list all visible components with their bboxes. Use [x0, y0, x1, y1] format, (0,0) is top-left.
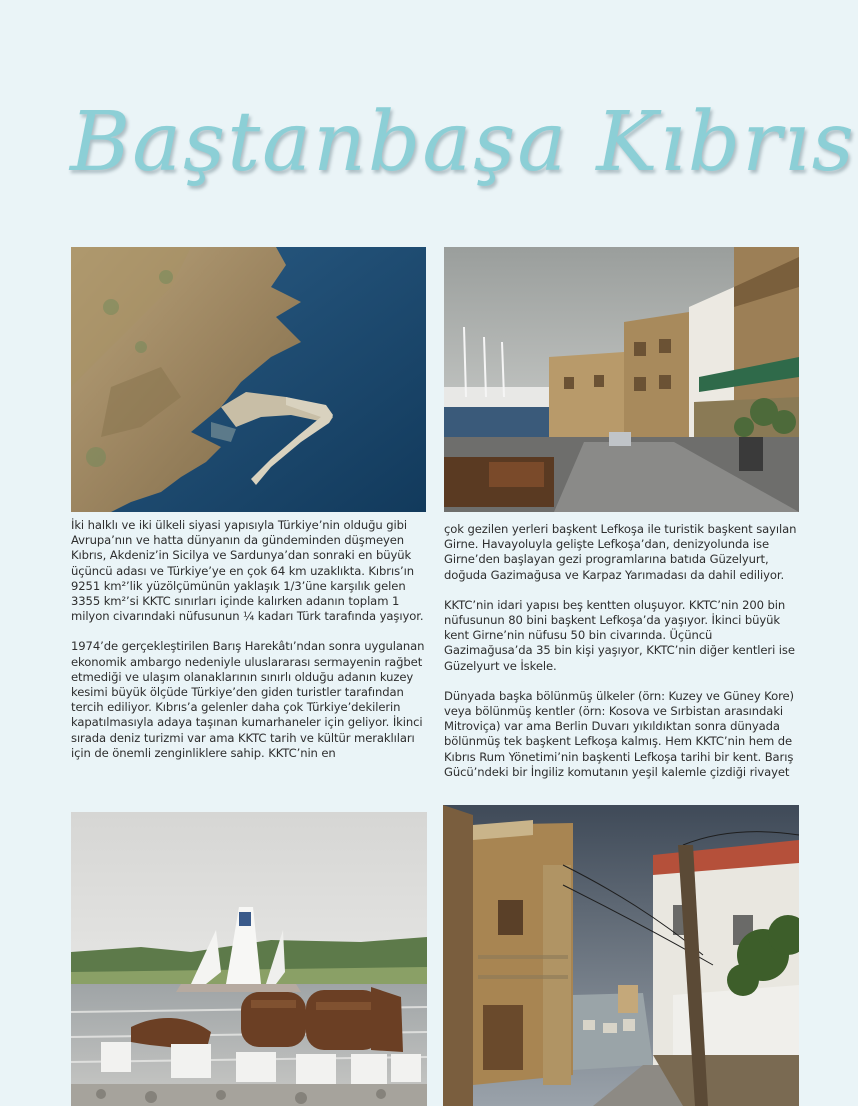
article-column-right: [444, 522, 802, 795]
page-title: Baştanbaşa Kıbrıs: [70, 95, 856, 190]
paragraph: İki halklı ve iki ülkeli siyasi yapısıyla Türkiye’nin olduğu gibi Avrupa’nın ve hatta dünyanın da gündeminden düşmeyen Kıbrıs, Akdeniz’in Sicilya ve Sardunya’dan sonraki en büyük üçüncü adası ve Türkiye’ye en çok 64 km uzaklıkta. Kıbrıs’ın 9251 km²’lik yüzölçümünün yaklaşık 1/3’üne karşılık gelen 3355 km²’si KKTC sınırları içinde kalırken adanın toplam 1 milyon civarındaki nüfusunun ¼ kadarı Türk tarafında yaşıyor.: [71, 518, 424, 624]
paragraph: KKTC’nin idari yapısı beş kentten oluşuyor. KKTC’nin 200 bin nüfusunun 80 bini başkent Lefkoşa’da yaşıyor. İkinci büyük kent Girne’nin nüfusu 50 bin civarında. Üçüncü Gazimağusa’da 35 bin kişi yaşıyor, KKTC’nin diğer kentleri ise Güzelyurt ve İskele.: [444, 597, 795, 673]
paragraph: Dünyada başka bölünmüş ülkeler (örn: Kuzey ve Güney Kore) veya bölünmüş kentler (örn: Kosova ve Sırbistan arasındaki Mitroviça) var ama Berlin Duvarı yıkıldıktan sonra dünyada bölünmüş tek başkent Lefkoşa kalmış. Hem KKTC’nin hem de Kıbrıs Rum Yönetimi’nin başkenti Lefkoşa tarihi bir kent. Barış Gücü’ndeki bir İngiliz komutanın yeşil kalemle çizdiği rivayet: [444, 688, 794, 779]
monument-photo: [71, 812, 427, 1106]
aerial-harbor-photo: [71, 247, 426, 512]
article-column-left: [71, 518, 429, 776]
paragraph: 1974’de gerçekleştirilen Barış Harekâtı’ndan sonra uygulanan ekonomik ambargo nedeniyle uluslararası sermayenin rağbet etmediği ve ulaşım olanaklarının sınırlı olduğu adanın kuzey kesimi büyük ölçüde Türkiye’den giden turistler tarafından tercih ediliyor. Kıbrıs’a gelenler daha çok Türkiye’dekilerin kapatılmasıyla adaya taşınan kumarhaneler için geliyor. İkinci sırada deniz turizmi var ama KKTC tarih ve kültür meraklıları için de önemli zenginliklere sahip. KKTC’nin en: [71, 639, 425, 760]
old-street-photo: [443, 805, 799, 1106]
harbor-street-photo: [444, 247, 799, 512]
paragraph: çok gezilen yerleri başkent Lefkoşa ile turistik başkent sayılan Girne. Havayoluyla gelişte Lefkoşa’dan, denizyolunda ise Girne’den başlayan gezi programlarına batıda Güzelyurt, doğuda Gazimağusa ve Karpaz Yarımadası da dahil ediliyor.: [444, 522, 797, 582]
